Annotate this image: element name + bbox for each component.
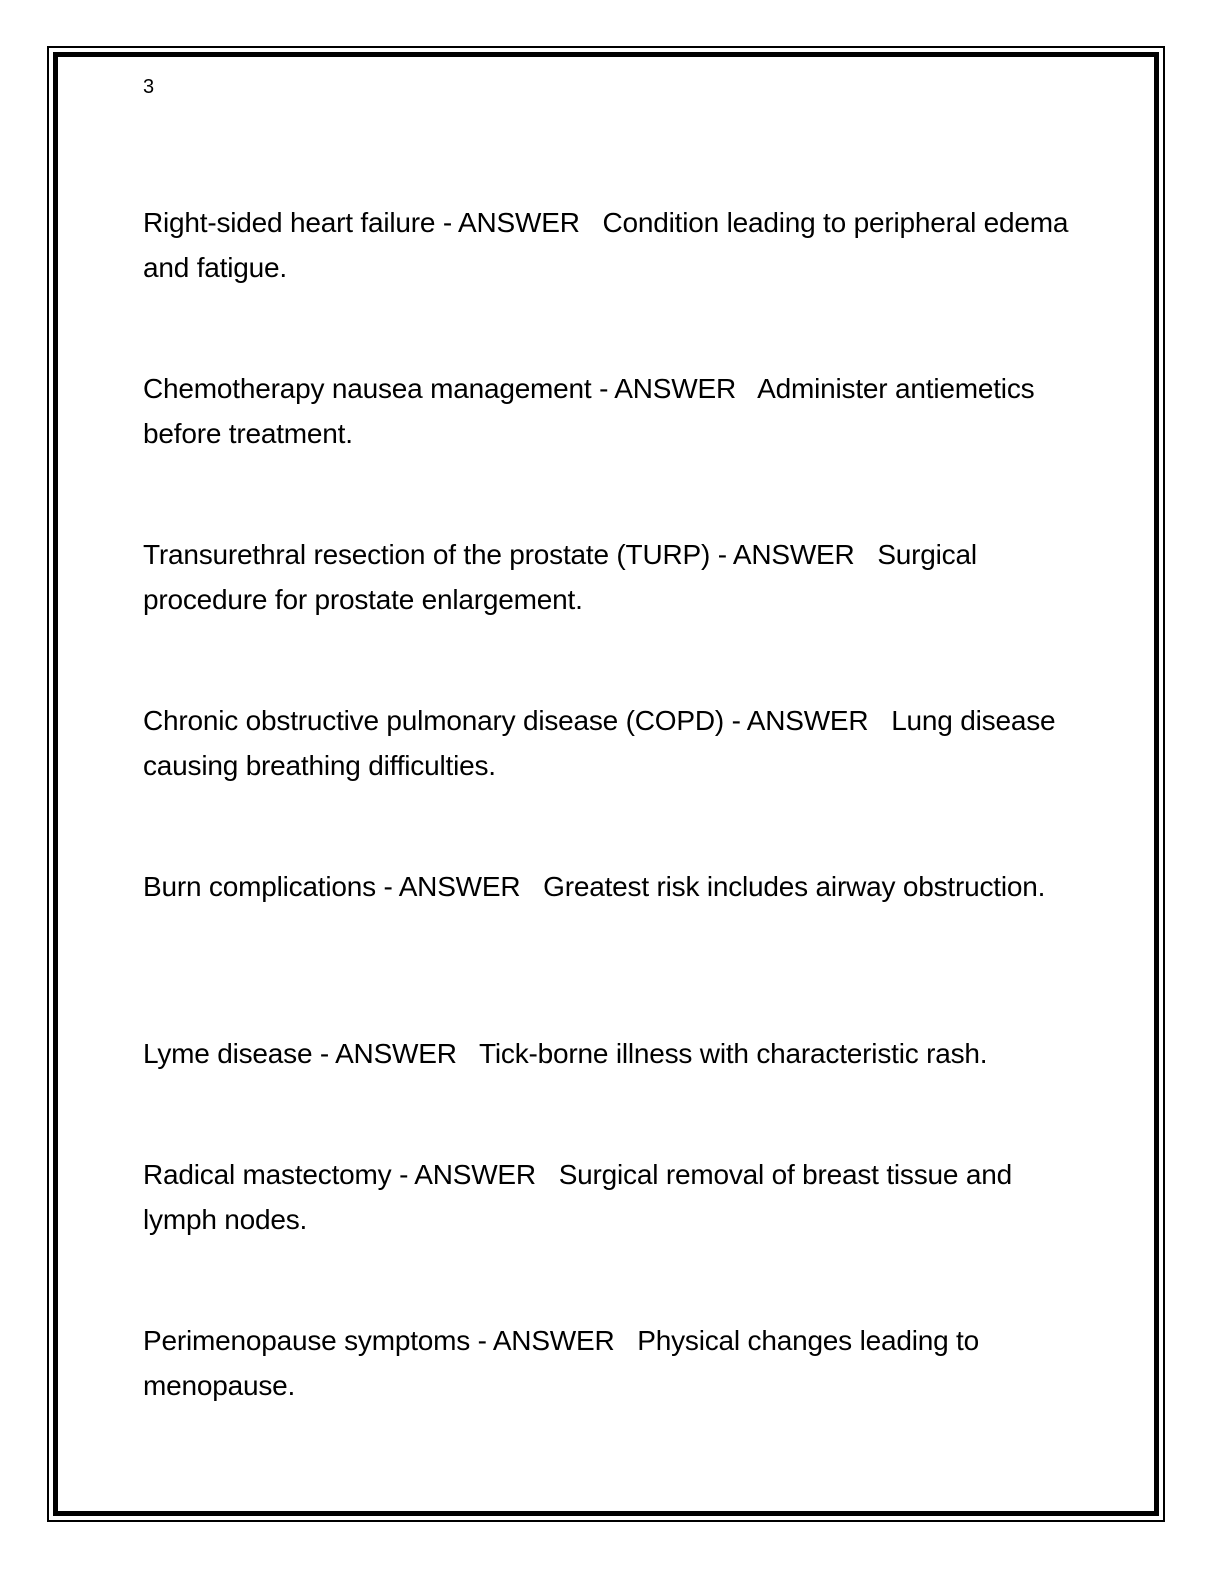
entry-definition: Administer antiemetics before treatment.: [143, 373, 1035, 449]
entry-definition: Tick-borne illness with characteristic rash.: [479, 1038, 988, 1069]
answer-label: ANSWER: [414, 1159, 536, 1190]
entry-definition: Surgical removal of breast tissue and lymph nodes.: [143, 1159, 1012, 1235]
entry-term: Lyme disease: [143, 1038, 313, 1069]
answer-label: ANSWER: [746, 705, 869, 736]
entry-term: Transurethral resection of the prostate (TURP): [143, 539, 711, 570]
entry-definition: Surgical procedure for prostate enlargement.: [143, 539, 977, 615]
entry-term: Right-sided heart failure: [143, 207, 436, 238]
entry-definition: Lung disease causing breathing difficulties.: [143, 705, 1056, 781]
entry-turp: Transurethral resection of the prostate (TURP) - ANSWER Surgical procedure for prostate enlargement.: [143, 539, 977, 615]
answer-label: ANSWER: [732, 539, 855, 570]
answer-label: ANSWER: [398, 871, 521, 902]
answer-label: ANSWER: [335, 1038, 457, 1069]
entry-term: Perimenopause symptoms: [143, 1325, 471, 1356]
entry-radical-mastectomy: Radical mastectomy - ANSWER Surgical removal of breast tissue and lymph nodes.: [143, 1159, 1012, 1235]
answer-label: ANSWER: [458, 207, 580, 238]
entry-definition: Condition leading to peripheral edema and fatigue.: [143, 207, 1069, 283]
entry-chemotherapy-nausea: Chemotherapy nausea management - ANSWER Administer antiemetics before treatment.: [143, 373, 1035, 449]
entry-definition: Physical changes leading to menopause.: [143, 1325, 979, 1401]
page-number: 3: [143, 76, 155, 98]
entry-term: Chemotherapy nausea management: [143, 373, 592, 404]
answer-label: ANSWER: [492, 1325, 615, 1356]
entry-lyme-disease: Lyme disease - ANSWER Tick-borne illness with characteristic rash.: [143, 1038, 988, 1069]
entry-burn-complications: Burn complications - ANSWER Greatest risk includes airway obstruction.: [143, 871, 1046, 902]
entry-definition: Greatest risk includes airway obstruction.: [543, 871, 1046, 902]
entry-term: Chronic obstructive pulmonary disease (COPD): [143, 705, 724, 736]
entry-perimenopause: Perimenopause symptoms - ANSWER Physical changes leading to menopause.: [143, 1325, 979, 1401]
answer-label: ANSWER: [614, 373, 736, 404]
entry-term: Radical mastectomy: [143, 1159, 392, 1190]
entry-term: Burn complications: [143, 871, 376, 902]
entry-copd: Chronic obstructive pulmonary disease (COPD) - ANSWER Lung disease causing breathing difficulties.: [143, 705, 1056, 781]
entry-right-sided-heart-failure: Right-sided heart failure - ANSWER Condition leading to peripheral edema and fatigue.: [143, 207, 1069, 283]
